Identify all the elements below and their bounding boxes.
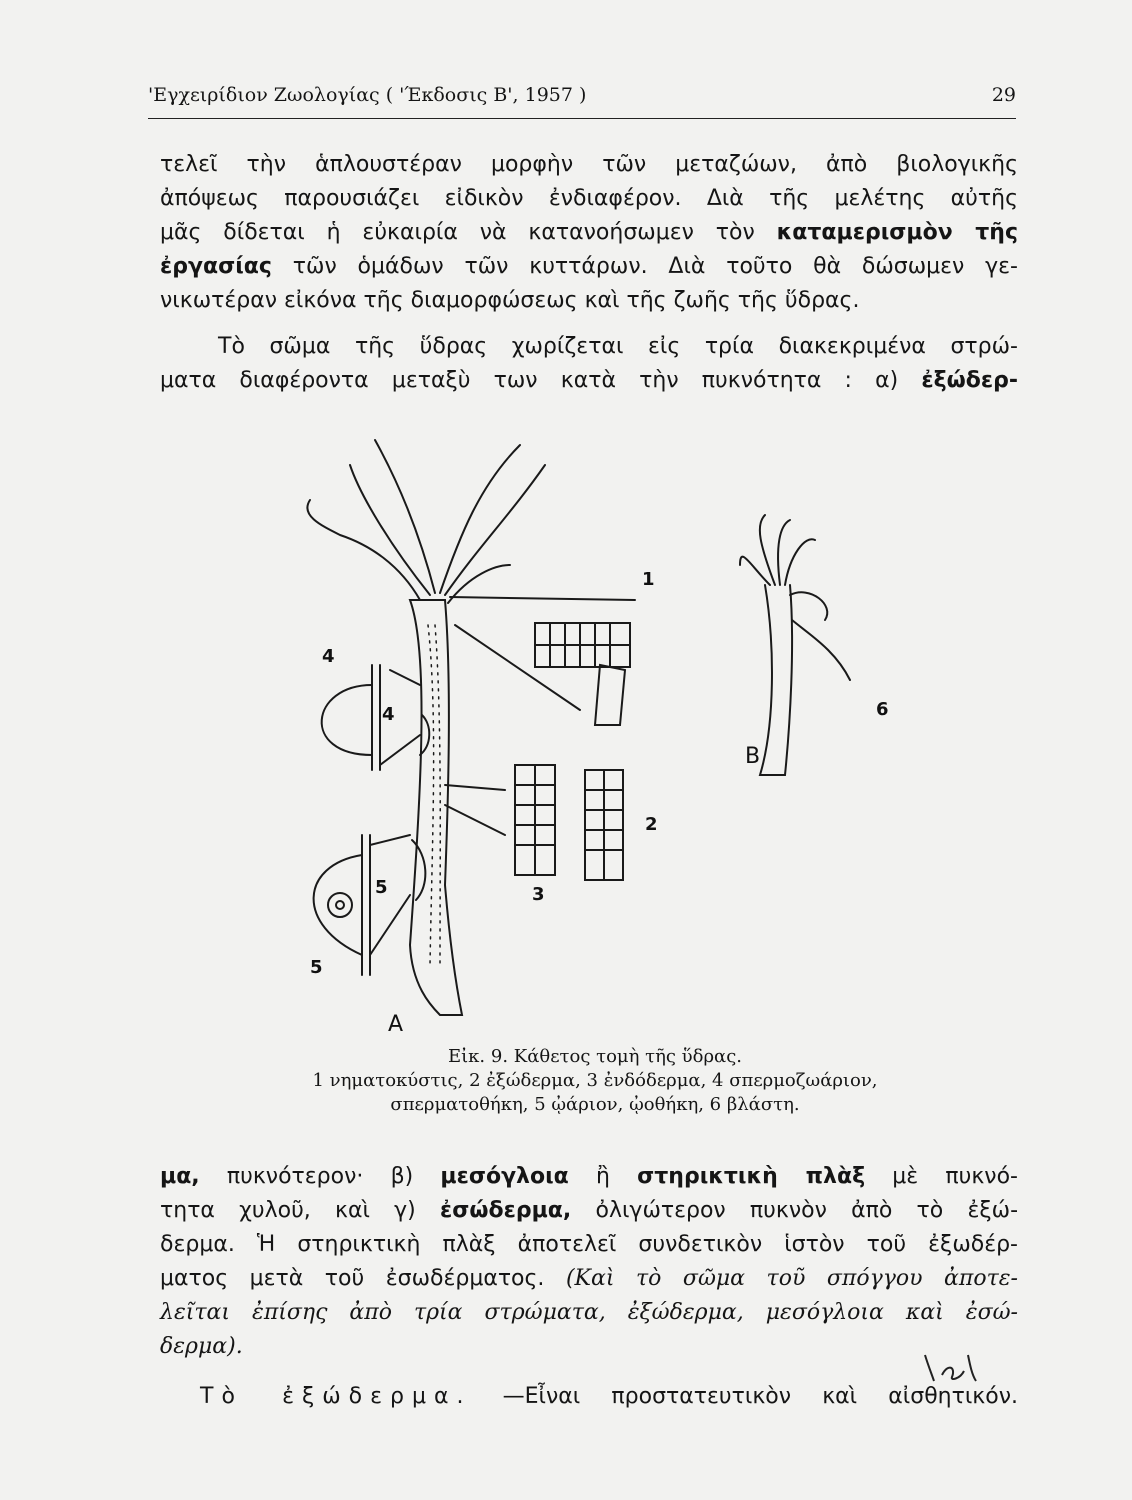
label-3: 3: [532, 884, 545, 905]
bold-term: στηρικτικὴ πλὰξ: [637, 1164, 866, 1189]
label-5a: 5: [375, 877, 388, 898]
tentacle: [350, 465, 430, 595]
handwritten-mark: [920, 1345, 990, 1385]
bold-term: μεσόγλοια: [440, 1164, 569, 1189]
paragraph-2-first-line: [218, 330, 1018, 364]
text-line: ἐργασίας τῶν ὁμάδων τῶν κυττάρων. Διὰ τοῦτο θὰ δώσωμεν γε-: [160, 254, 1018, 279]
text-line: τητα χυλοῦ, καὶ γ) ἐσώδερμα, ὀλιγώτερον πυκνὸν ἀπὸ τὸ ἐξώ-: [160, 1198, 1019, 1223]
running-title: 'Εγχειρίδιον Ζωολογίας ( 'Έκδοσις Β', 1957 ): [148, 84, 587, 106]
paragraph-2: [160, 364, 1018, 398]
text-line: μᾶς δίδεται ἡ εὐκαιρία νὰ κατανοήσωμεν τὸν καταμερισμὸν τῆς: [160, 220, 1019, 245]
text-line: τελεῖ τὴν ἁπλουστέραν μορφὴν τῶν μεταζώων, ἀπὸ βιολογικῆς: [160, 152, 1018, 177]
tentacle: [375, 440, 435, 593]
label-1: 1: [642, 569, 655, 590]
text-line: Τὸ ἐξώδερμα. —Εἶναι προστατευτικὸν καὶ αἰσθητικόν.: [200, 1384, 1018, 1409]
bold-term: ἐσώδερμα,: [439, 1198, 572, 1223]
hydra-body-outline: [410, 600, 462, 1015]
label-4a: 4: [322, 646, 335, 667]
bold-term: ἐξώδερ-: [921, 368, 1018, 393]
tentacle: [440, 445, 520, 593]
text-line: δερμα. Ἡ στηρικτικὴ πλὰξ ἀποτελεῖ συνδετικὸν ἱστὸν τοῦ ἐξωδέρ-: [160, 1232, 1018, 1257]
hydra-b-body: [760, 585, 792, 775]
text-line: μα, πυκνότερον· β) μεσόγλοια ἢ στηρικτικὴ πλὰξ μὲ πυκνό-: [160, 1164, 1018, 1189]
bold-term: μα,: [160, 1164, 200, 1189]
running-header: [148, 80, 1016, 119]
label-B: B: [745, 744, 761, 769]
label-4b: 4: [382, 704, 395, 725]
text-line: λεῖται ἐπίσης ἀπὸ τρία στρώματα, ἐξώδερμα, μεσόγλοια καὶ ἐσώ-: [160, 1300, 1018, 1325]
text-line: Τὸ σῶμα τῆς ὕδρας χωρίζεται εἰς τρία διακεκριμένα στρώ-: [218, 334, 1018, 359]
bold-term: ἐργασίας: [160, 254, 272, 279]
label-5b: 5: [310, 957, 323, 978]
page-number: 29: [991, 84, 1016, 106]
text-line: δερμα).: [160, 1334, 243, 1359]
text-line: νικωτέραν εἰκόνα τῆς διαμορφώσεως καὶ τῆς ζωῆς τῆς ὕδρας.: [160, 288, 860, 313]
label-2: 2: [645, 814, 658, 835]
hydra-illustration: [280, 425, 920, 1045]
caption-line: Εἰκ. 9. Κάθετος τομὴ τῆς ὕδρας.: [447, 1046, 742, 1067]
figure-caption: [200, 1045, 990, 1117]
spaced-heading: Τὸ ἐξώδερμα.: [200, 1384, 472, 1409]
italic-note: (Καὶ τὸ σῶμα τοῦ σπόγγου ἀποτε-: [565, 1266, 1018, 1291]
cell-column: [595, 665, 625, 725]
hydra-figure: [280, 425, 920, 1045]
paragraph-1: [160, 148, 1018, 318]
text-line: ἀπόψεως παρουσιάζει εἰδικὸν ἐνδιαφέρον. Διὰ τῆς μελέτης αὐτῆς: [160, 186, 1018, 211]
paragraph-3: [160, 1160, 1018, 1364]
tentacle: [445, 465, 545, 595]
caption-line: 1 νηματοκύστις, 2 ἐξώδερμα, 3 ἐνδόδερμα, 4 σπερμοζωάριον,: [312, 1070, 878, 1091]
caption-line: σπερματοθήκη, 5 ᾠάριον, ᾠοθήκη, 6 βλάστη.: [390, 1094, 800, 1115]
text-line: ματος μετὰ τοῦ ἐσωδέρματος. (Καὶ τὸ σῶμα τοῦ σπόγγου ἀποτε-: [160, 1266, 1018, 1291]
bold-term: καταμερισμὸν τῆς: [776, 220, 1019, 245]
paragraph-4: [200, 1380, 1018, 1414]
tentacle: [307, 500, 420, 600]
label-A: A: [388, 1012, 404, 1037]
label-6: 6: [876, 699, 889, 720]
text-line: ματα διαφέροντα μεταξὺ των κατὰ τὴν πυκνότητα : α) ἐξώδερ-: [160, 368, 1018, 393]
